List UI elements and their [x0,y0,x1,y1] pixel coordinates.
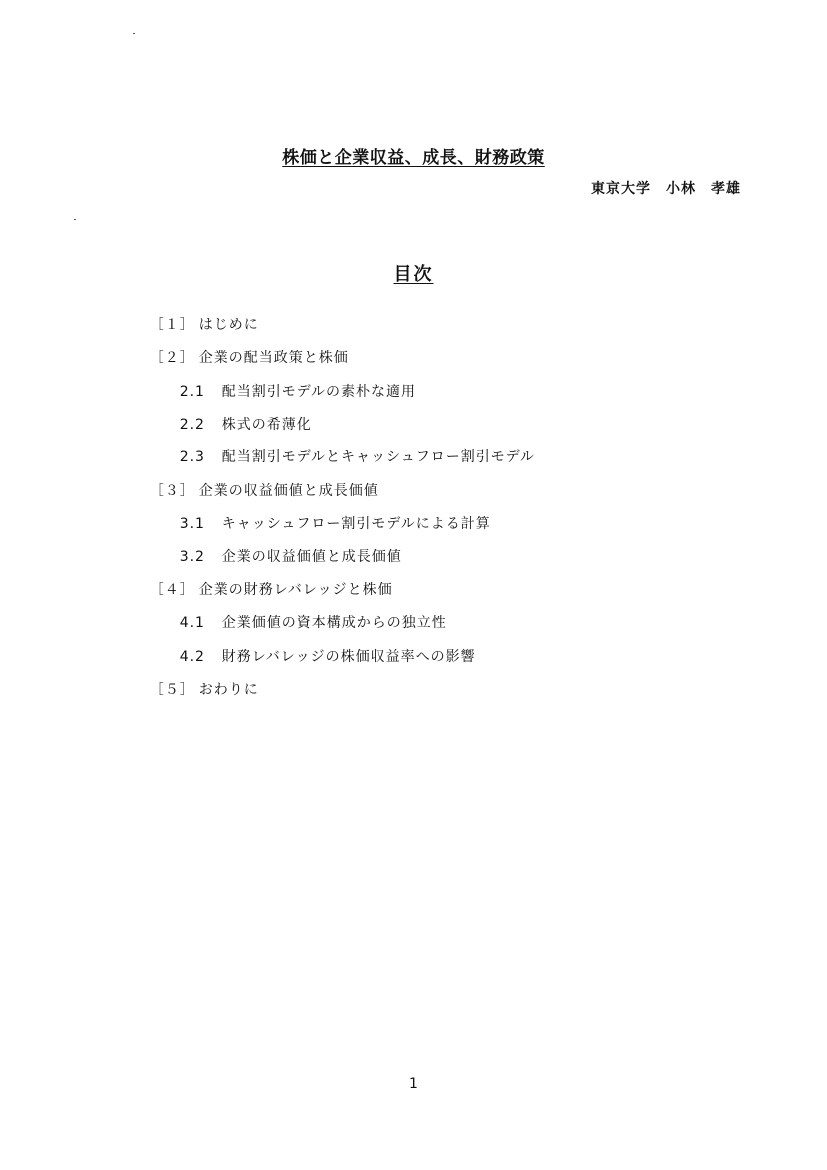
toc-subentry-text: 株式の希薄化 [221,417,312,433]
toc-entry-number: ［１］ [149,317,195,333]
document-title [0,143,827,168]
scan-speck [133,33,135,34]
toc-subentry-number: 2.1 [179,384,205,400]
toc-entry-text: おわりに [198,682,259,698]
toc-subentry-text: 配当割引モデルとキャッシュフロー割引モデル [221,449,536,465]
toc-subentry-number: 4.2 [179,649,205,665]
toc-subentry-text: 企業の収益価値と成長価値 [221,549,402,565]
toc-subentry-text: キャッシュフロー割引モデルによる計算 [221,516,491,532]
author-line: 東京大学 小林 孝雄 [591,181,741,197]
document-title-text: 株価と企業収益、成長、財務政策 [282,148,545,168]
toc-entry-text: 企業の財務レバレッジと株価 [198,582,393,598]
toc-entry-text: 企業の配当政策と株価 [198,350,349,366]
toc-entry-text: はじめに [198,317,259,333]
toc-subentry-number: 3.2 [179,549,205,565]
toc-entry-number: ［４］ [149,582,195,598]
toc-subentry-text: 財務レバレッジの株価収益率への影響 [221,649,476,665]
toc-subentry-number: 2.2 [179,417,205,433]
toc-entry-number: ［２］ [149,350,195,366]
toc-heading [0,260,827,286]
toc-entry [117,663,259,715]
toc-entry-text: 企業の収益価値と成長価値 [198,483,379,499]
toc-entry-number: ［５］ [149,682,195,698]
toc-subentry-text: 企業価値の資本構成からの独立性 [221,615,447,631]
toc-subentry-number: 4.1 [179,615,205,631]
toc-subentry-number: 2.3 [179,449,205,465]
toc-heading-text: 目次 [393,264,434,285]
scan-speck [74,219,76,220]
toc-subentry-text: 配当割引モデルの素朴な適用 [221,384,417,400]
page-number: 1 [409,1076,418,1092]
toc-subentry-number: 3.1 [179,516,205,532]
toc-entry-number: ［３］ [149,483,195,499]
